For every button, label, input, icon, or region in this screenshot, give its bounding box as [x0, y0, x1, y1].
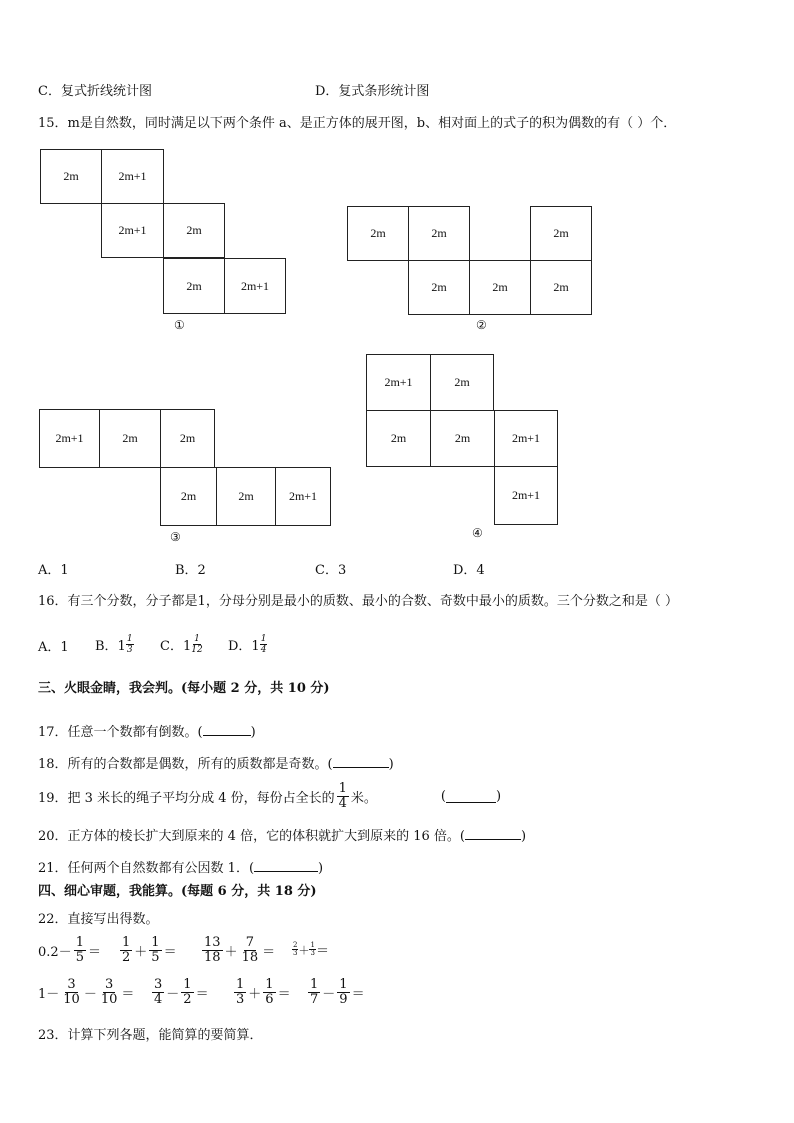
net-cell: 2m [163, 203, 225, 258]
net-cell: 2m [430, 410, 495, 467]
fraction: $\frac{1}{4}$ [338, 781, 347, 811]
q21: 21．任何两个自然数都有公因数 1．( ) [38, 861, 324, 876]
q15-option-b: B．2 [175, 563, 206, 578]
q23-stem: 23．计算下列各题，能简算的要简算． [38, 1028, 263, 1043]
q16-option-d [228, 634, 267, 655]
q18: 18．所有的合数都是偶数，所有的质数都是奇数。( ) [38, 757, 394, 772]
fraction: 1 12 [191, 634, 203, 655]
net-cell: 2m [430, 354, 494, 411]
q16-option-c [160, 634, 203, 655]
net-cell: 2m [99, 409, 161, 468]
expression-2: $\frac{1}{2}$ ＋ $\frac{1}{5}$ ＝ [122, 935, 177, 965]
expression-5: 1－ $\frac{3}{10}$ － $\frac{3}{10}$ ＝ [38, 977, 135, 1007]
net-cell: 2m+1 [366, 354, 431, 411]
q17: 17．任意一个数都有倒数。( ) [38, 725, 256, 740]
expression-1: 0.2－ $\frac{1}{5}$ ＝ [38, 935, 101, 965]
net-cell: 2m [408, 206, 470, 261]
net-cell: 2m [216, 467, 276, 526]
net-label: ② [476, 318, 487, 332]
q14-option-c: C．复式折线统计图 [38, 84, 152, 99]
net-cell: 2m [469, 260, 531, 315]
expression-8: $\frac{1}{7}$ － $\frac{1}{9}$ ＝ [310, 977, 365, 1007]
fraction: 1 3 [126, 634, 133, 655]
q15-option-a: A．1 [38, 563, 69, 578]
net-cell: 2m+1 [39, 409, 100, 468]
q16-stem: 16．有三个分数，分子都是1，分母分别是最小的质数、最小的合数、奇数中最小的质数。三个分数之和是（ ） [38, 594, 678, 609]
section3-title: 三、火眼金睛，我会判。(每小题 2 分，共 10 分) [38, 681, 330, 696]
net-cell: 2m [40, 149, 102, 204]
q14-option-d: D．复式条形统计图 [315, 84, 430, 99]
fraction: 1 4 [260, 634, 267, 655]
net-cell: 2m [530, 206, 592, 261]
net-cell: 2m [347, 206, 409, 261]
net-cell: 2m+1 [101, 203, 164, 258]
q16-option-b [95, 634, 134, 655]
net-cell: 2m [530, 260, 592, 315]
net-cell: 2m [366, 410, 431, 467]
q19: 19．把 3 米长的绳子平均分成 4 份，每份占全长的 $\frac{1}{4}$ 米。 ( ) [38, 781, 502, 811]
net-cell: 2m+1 [101, 149, 164, 204]
net-label: ③ [170, 530, 181, 544]
q15-option-c: C．3 [315, 563, 347, 578]
net-cell: 2m+1 [275, 467, 331, 526]
option-text: B．1 [95, 639, 126, 654]
expression-4: 2 3 ＋ 1 3 ＝ [293, 941, 329, 959]
option-text: A．1 [38, 640, 69, 655]
net-cell: 2m [160, 467, 217, 526]
q15-option-d: D．4 [453, 563, 485, 578]
net-cell: 2m+1 [494, 410, 558, 467]
net-label: ① [174, 318, 185, 332]
net-cell: 2m [163, 258, 225, 314]
option-text: D．1 [228, 639, 260, 654]
q15-stem: 15．m是自然数，同时满足以下两个条件 a、是正方体的展开图，b、相对面上的式子的积为偶数的有（ ）个． [38, 116, 677, 131]
net-cell: 2m+1 [224, 258, 286, 314]
net-cell: 2m+1 [494, 466, 558, 525]
expression-6: $\frac{3}{4}$ － $\frac{1}{2}$ ＝ [154, 977, 209, 1007]
section4-title: 四、细心审题，我能算。(每题 6 分，共 18 分) [38, 884, 317, 899]
q20: 20．正方体的棱长扩大到原来的 4 倍，它的体积就扩大到原来的 16 倍。( ) [38, 829, 527, 844]
net-cell: 2m [408, 260, 470, 315]
net-cell: 2m [160, 409, 215, 468]
expression-7: $\frac{1}{3}$ ＋ $\frac{1}{6}$ ＝ [236, 977, 291, 1007]
q16-option-a [38, 636, 69, 655]
q22-stem: 22．直接写出得数。 [38, 912, 159, 927]
net-label: ④ [472, 526, 483, 540]
option-text: C．1 [160, 639, 192, 654]
expression-3: $\frac{13}{18}$ ＋ $\frac{7}{18}$ ＝ [204, 935, 276, 965]
